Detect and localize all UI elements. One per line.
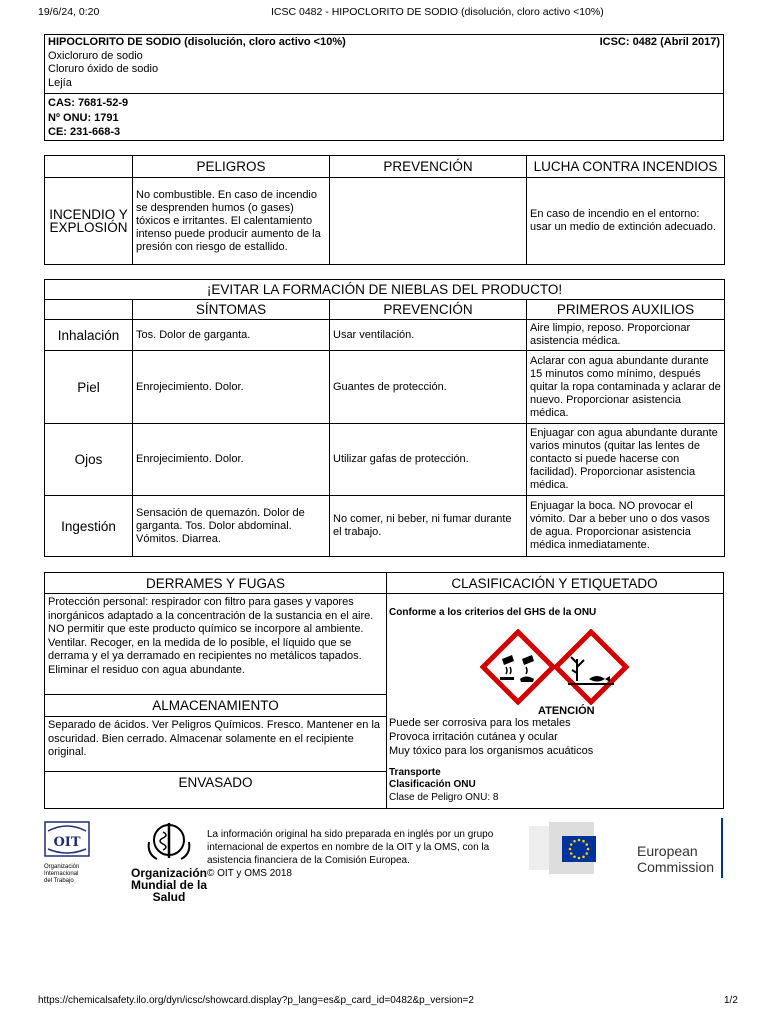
hazard-class: Clase de Peligro ONU: 8 <box>389 792 499 803</box>
firstaid-cell: Enjuagar con agua abundante durante varios minutos (quitar las lentes de contacto si puede hacerse con facilidad). Proporcionar asistencia médica. <box>527 424 725 496</box>
eu-star <box>573 840 576 843</box>
ec-number: CE: 231-668-3 <box>48 126 121 138</box>
ilo-text <box>44 864 94 885</box>
un-number: Nº ONU: 1791 <box>48 111 119 124</box>
eu-star <box>569 848 572 851</box>
spills-text: Protección personal: respirador con filtro para gases y vapores inorgánicos adaptado a la concentración de la sustancia en el aire. NO permitir que este producto químico se incorpore al ambiente. Ventilar. Recoger, en la medida de lo posible, el líquido que se derrama y el ya derramado en recipientes no metálicos tapados. Eliminar el residuo con agua abundante. <box>48 596 374 676</box>
hazard-statement: Muy tóxico para los organismos acuáticos <box>389 745 594 757</box>
synonym: Lejía <box>48 76 72 89</box>
classification-title: CLASIFICACIÓN Y ETIQUETADO <box>386 573 723 594</box>
right-column <box>386 573 723 808</box>
fire-table <box>44 155 724 265</box>
hazard-statement: Provoca irritación cutánea y ocular <box>389 731 558 743</box>
exposure-header-symptoms: SÍNTOMAS <box>133 300 330 320</box>
row-label-skin: Piel <box>45 351 133 424</box>
prevention-cell: Utilizar gafas de protección. <box>330 424 527 496</box>
eu-star <box>578 857 581 860</box>
eu-star <box>573 855 576 858</box>
ilo-logo <box>44 821 94 885</box>
ghs-pictograms <box>480 629 630 705</box>
eu-star <box>578 839 581 842</box>
row-label-eyes: Ojos <box>45 424 133 496</box>
firstaid-cell: Aclarar con agua abundante durante 15 minutos como mínimo, después quitar la ropa contaminada y aclarar de nuevo. Proporcionar asistencia médica. <box>527 351 725 424</box>
firstaid-cell: Enjuagar la boca. NO provocar el vómito. Dar a beber uno o dos vasos de agua. Proporcionar asistencia médica inmediatamente. <box>527 496 725 557</box>
eu-star <box>570 852 573 855</box>
ec-text <box>637 843 714 875</box>
cas-number: CAS: 7681-52-9 <box>48 97 129 109</box>
ec-text-line: Commission <box>637 859 715 875</box>
fire-header-hazards: PELIGROS <box>133 156 330 178</box>
ec-divider <box>721 818 723 878</box>
fire-hazard-text: No combustible. En caso de incendio se desprenden humos (o gases) tóxicos e irritantes. El calentamiento intenso puede producir aumento de la presión con riesgo de estallido. <box>133 178 330 265</box>
eu-star <box>582 855 585 858</box>
ilo-logo-text: OIT <box>53 835 81 850</box>
who-text-line: Mundial de la Salud <box>130 878 207 904</box>
signal-word: ATENCIÓN <box>538 705 595 717</box>
storage-text: Separado de ácidos. Ver Peligros Químicos. Fresco. Mantener en la oscuridad. Bien cerrado. Almacenar solamente en el recipiente original. <box>48 719 381 758</box>
ilo-text-line: Internacional <box>44 871 79 877</box>
transport-title: Transporte <box>389 767 441 778</box>
eu-star <box>582 840 585 843</box>
eu-star <box>585 843 588 846</box>
fire-corner <box>45 156 133 178</box>
ec-text-line: European <box>637 843 698 859</box>
ilo-text-line: del Trabajo <box>44 878 74 884</box>
substance-name: HIPOCLORITO DE SODIO (disolución, cloro activo <10%) <box>48 36 346 48</box>
who-text-line: Organización <box>130 866 207 880</box>
hazard-statement: Puede ser corrosiva para los metales <box>389 717 571 729</box>
name-section <box>45 35 723 94</box>
lower-section <box>44 572 724 809</box>
firstaid-cell: Aire limpio, reposo. Proporcionar asistencia médica. <box>527 320 725 351</box>
symptoms-cell: Enrojecimiento. Dolor. <box>133 351 330 424</box>
who-emblem-icon <box>144 820 194 862</box>
table-row <box>45 320 725 351</box>
table-row <box>45 351 725 424</box>
synonym: Cloruro óxido de sodio <box>48 63 159 75</box>
symptoms-cell: Tos. Dolor de garganta. <box>133 320 330 351</box>
ec-logo <box>529 818 724 878</box>
fire-firefighting-text: En caso de incendio en el entorno: usar un medio de extinción adecuado. <box>527 178 725 265</box>
storage-title: ALMACENAMIENTO <box>45 694 386 717</box>
identification-box <box>44 34 724 141</box>
row-label-inhalation: Inhalación <box>45 320 133 351</box>
eu-star <box>585 852 588 855</box>
fire-prevention-text <box>330 178 527 265</box>
fire-row-label: INCENDIO Y EXPLOSIÓN <box>45 178 133 265</box>
page-number: 1/2 <box>724 995 738 1006</box>
table-row <box>45 424 725 496</box>
symptoms-cell: Enrojecimiento. Dolor. <box>133 424 330 496</box>
corrosion-icon <box>483 632 553 702</box>
exposure-banner: ¡EVITAR LA FORMACIÓN DE NIEBLAS DEL PRODUCTO! <box>45 280 725 300</box>
exposure-table <box>44 279 724 557</box>
icsc-code: ICSC: 0482 (Abril 2017) <box>599 36 720 48</box>
print-title: ICSC 0482 - HIPOCLORITO DE SODIO (disolución, cloro activo <10%) <box>271 6 604 18</box>
fire-header-firefighting: LUCHA CONTRA INCENDIOS <box>527 156 725 178</box>
credit-paragraph: La información original ha sido preparada en inglés por un grupo internacional de expertos en nombre de la OIT y la OMS, con la asistencia financiera de la Comisión Europea. <box>207 829 494 866</box>
credits-section <box>44 816 724 904</box>
eu-flag-icon <box>529 818 629 878</box>
fire-header-prevention: PREVENCIÓN <box>330 156 527 178</box>
synonym: Oxicloruro de sodio <box>48 49 143 62</box>
prevention-cell: No comer, ni beber, ni fumar durante el trabajo. <box>330 496 527 557</box>
transport-subtitle: Clasificación ONU <box>389 779 476 790</box>
numbers-section <box>45 94 723 140</box>
eu-star <box>570 843 573 846</box>
credit-text <box>207 828 497 880</box>
left-column <box>45 573 387 808</box>
environment-icon <box>556 632 626 702</box>
prevention-cell: Usar ventilación. <box>330 320 527 351</box>
packaging-title: ENVASADO <box>45 771 386 793</box>
copyright: © OIT y OMS 2018 <box>207 868 292 879</box>
row-label-ingestion: Ingestión <box>45 496 133 557</box>
spills-title: DERRAMES Y FUGAS <box>45 573 386 594</box>
print-url: https://chemicalsafety.ilo.org/dyn/icsc/showcard.display?p_lang=es&p_card_id=0482&p_version=2 <box>38 995 474 1006</box>
exposure-header-firstaid: PRIMEROS AUXILIOS <box>527 300 725 320</box>
symptoms-cell: Sensación de quemazón. Dolor de garganta. Tos. Dolor abdominal. Vómitos. Diarrea. <box>133 496 330 557</box>
table-row <box>45 496 725 557</box>
exposure-header-prevention: PREVENCIÓN <box>330 300 527 320</box>
print-date: 19/6/24, 0:20 <box>38 6 100 18</box>
eu-star <box>587 848 590 851</box>
prevention-cell: Guantes de protección. <box>330 351 527 424</box>
exposure-corner <box>45 300 133 320</box>
ilo-text-line: Organización <box>44 864 80 870</box>
ghs-title: Conforme a los criterios del GHS de la ONU <box>389 607 597 618</box>
ilo-emblem-icon <box>44 821 90 857</box>
